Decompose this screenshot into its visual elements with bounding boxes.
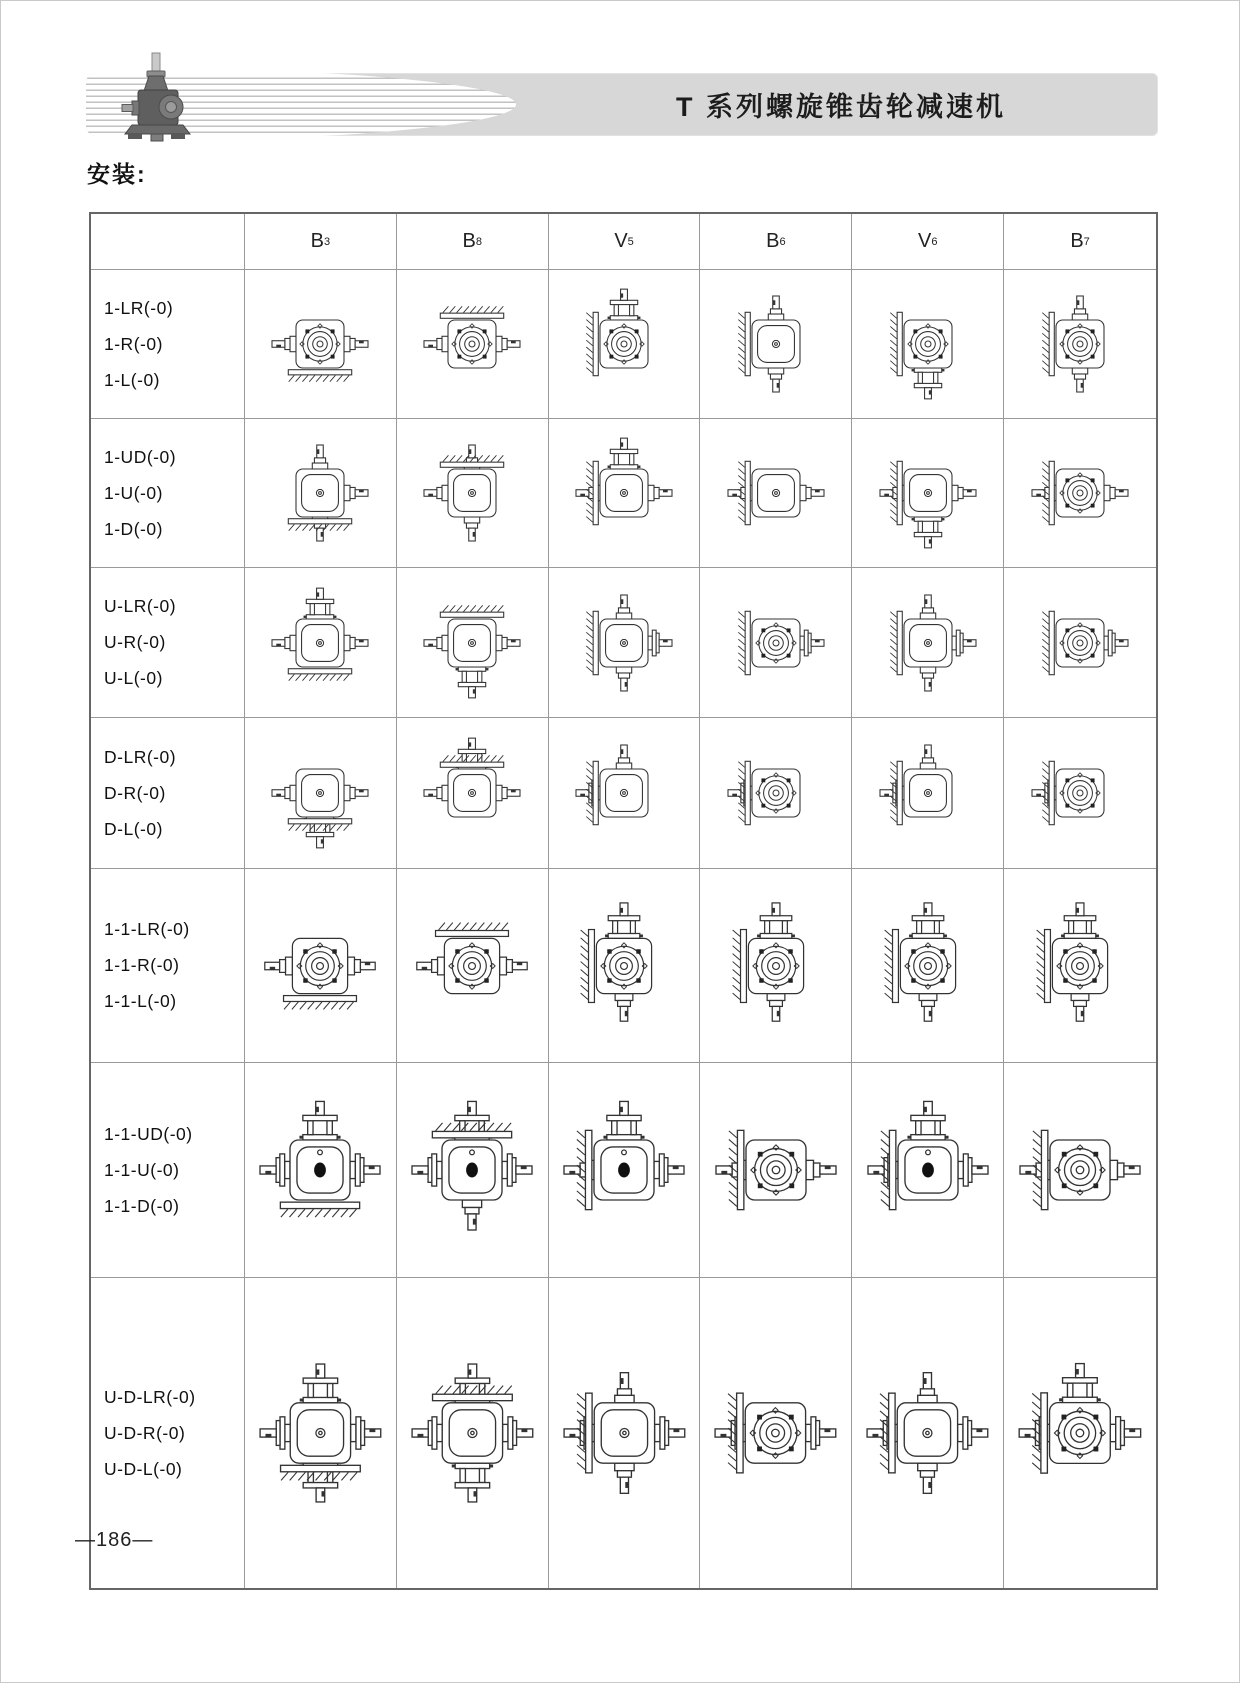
column-header: B 6 [700,214,852,270]
gearbox-drawing [555,897,693,1035]
row-label [91,869,245,1063]
mounting-diagram-cell [852,1278,1004,1588]
column-header: B 3 [245,214,397,270]
mounting-diagram-cell [245,419,397,568]
mounting-diagram-cell [397,568,549,718]
mounting-diagram-cell [700,718,852,869]
gearbox-drawing [868,284,988,404]
mounting-diagram-cell [549,270,701,419]
mounting-diagram-cell [700,1063,852,1278]
mount-code: U-D-LR(-0) [104,1386,196,1407]
mounting-diagram-cell [549,1278,701,1588]
mounting-diagram-cell [245,568,397,718]
gearbox-drawing [260,284,380,404]
mounting-diagram-cell [245,1278,397,1588]
gearbox-drawing [1020,284,1140,404]
gearbox-drawing [1020,583,1140,703]
mounting-diagram-cell [1004,869,1156,1063]
row-label [91,1063,245,1278]
gearbox-drawing [403,897,541,1035]
column-header: V 6 [852,214,1004,270]
mounting-diagram-cell [852,419,1004,568]
gearbox-drawing [716,284,836,404]
mount-code: U-LR(-0) [104,596,177,616]
gearbox-drawing [1011,897,1149,1035]
mount-code: 1-D(-0) [104,518,163,539]
gearbox-drawing [564,583,684,703]
mount-code: D-LR(-0) [104,746,177,767]
mount-code: 1-LR(-0) [104,297,174,318]
mounting-diagram-cell [549,568,701,718]
header-banner [86,73,1158,136]
gearbox-drawing [1005,1095,1155,1245]
mounting-diagram-cell [1004,718,1156,869]
mounting-diagram-cell [852,718,1004,869]
mount-code: 1-1-LR(-0) [104,919,190,939]
gearbox-drawing [245,1347,396,1519]
mount-code: 1-1-D(-0) [104,1195,180,1216]
mount-code: 1-1-U(-0) [104,1159,180,1180]
mounting-diagram-cell [397,1063,549,1278]
mount-code: U-D-L(-0) [104,1458,183,1479]
mounting-diagram-cell [397,419,549,568]
mounting-diagram-cell [852,869,1004,1063]
mounting-diagram-cell [1004,1063,1156,1278]
gearbox-drawing [1020,733,1140,853]
mount-code: 1-R(-0) [104,333,163,354]
gearbox-drawing [412,733,532,853]
column-header: V 5 [549,214,701,270]
bevel-gearbox-photo [113,51,201,153]
mount-code: 1-1-L(-0) [104,991,177,1011]
gearbox-drawing [564,733,684,853]
column-header: B 7 [1004,214,1156,270]
gearbox-drawing [412,284,532,404]
mounting-diagram-cell [1004,419,1156,568]
mounting-diagram-cell [245,869,397,1063]
mounting-diagram-cell [700,568,852,718]
gearbox-drawing [1020,433,1140,553]
mounting-table [89,212,1158,1590]
gearbox-drawing [564,284,684,404]
table-corner-cell [91,214,245,270]
gearbox-drawing [260,583,380,703]
mount-code: 1-L(-0) [104,369,161,390]
mount-code: D-L(-0) [104,818,163,839]
mounting-diagram-cell [549,869,701,1063]
mounting-diagram-cell [1004,270,1156,419]
gearbox-drawing [700,1347,851,1519]
mounting-diagram-cell [1004,1278,1156,1588]
mounting-diagram-cell [245,1063,397,1278]
page-number: —186— [75,1529,154,1551]
gearbox-drawing [859,897,997,1035]
gearbox-drawing [412,583,532,703]
gearbox-drawing [868,583,988,703]
row-label [91,718,245,869]
mounting-diagram-cell [700,270,852,419]
gearbox-drawing [564,433,684,553]
row-label [91,270,245,419]
mounting-diagram-cell [852,270,1004,419]
mounting-diagram-cell [245,718,397,869]
mounting-diagram-cell [700,869,852,1063]
mounting-diagram-cell [1004,568,1156,718]
section-label: 安装: [87,161,147,187]
gearbox-drawing [251,897,389,1035]
gearbox-drawing [707,897,845,1035]
mount-code: 1-U(-0) [104,482,163,503]
gearbox-drawing [397,1095,547,1245]
mounting-diagram-cell [397,1278,549,1588]
gearbox-drawing [245,1095,395,1245]
mounting-diagram-cell [852,568,1004,718]
gearbox-drawing [852,1347,1003,1519]
mount-code: D-R(-0) [104,782,166,803]
gearbox-drawing [716,733,836,853]
mounting-diagram-cell [245,270,397,419]
gearbox-drawing [397,1347,548,1519]
mounting-diagram-cell [852,1063,1004,1278]
gearbox-drawing [868,433,988,553]
mount-code: 1-UD(-0) [104,446,177,467]
mounting-diagram-cell [549,1063,701,1278]
mount-code: 1-1-R(-0) [104,955,180,975]
gearbox-drawing [260,733,380,853]
mount-code: 1-1-UD(-0) [104,1123,193,1144]
mounting-diagram-cell [700,419,852,568]
gearbox-drawing [701,1095,851,1245]
mount-code: U-L(-0) [104,668,163,688]
page-title: T 系列螺旋锥齿轮减速机 [676,92,1006,122]
mounting-diagram-cell [397,270,549,419]
gearbox-drawing [853,1095,1003,1245]
mounting-diagram-cell [700,1278,852,1588]
gearbox-drawing [549,1347,700,1519]
gearbox-drawing [716,433,836,553]
mount-code: U-D-R(-0) [104,1422,186,1443]
gearbox-drawing [260,433,380,553]
column-header: B 8 [397,214,549,270]
gearbox-drawing [549,1095,699,1245]
mounting-diagram-cell [549,419,701,568]
gearbox-drawing [716,583,836,703]
gearbox-drawing [868,733,988,853]
mounting-diagram-cell [549,718,701,869]
gearbox-drawing [1004,1347,1156,1519]
mount-code: U-R(-0) [104,632,166,652]
row-label [91,568,245,718]
mounting-diagram-cell [397,869,549,1063]
gearbox-drawing [412,433,532,553]
mounting-diagram-cell [397,718,549,869]
row-label [91,419,245,568]
